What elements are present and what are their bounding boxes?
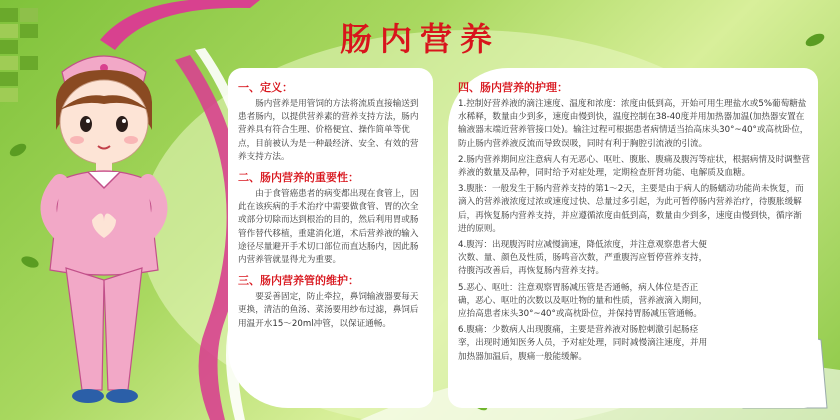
left-column — [238, 78, 426, 337]
page-title: 肠内营养 — [339, 20, 500, 58]
section-text: 要妥善固定，防止牵拉，鼻饲输液器要每天更换，清洁的鱼汤、菜汤要用纱布过滤，鼻饲后用温开水15～20ml冲管，以保证通畅。 — [238, 292, 419, 329]
list-item: 1.控制好营养液的滴注速度、温度和浓度：浓度由低到高，开始可用生理盐水或5%葡萄糖盐水稀释，数量由少到多，速度由慢到快，温度控制在38-40度并用加热器加温(加热器安置在输液器末端近营养管接口处)。输注过程可根据患者病情适当抬高床头30°~40°或高枕卧位，防止肠内营养液反流而导致误吸，同时有利于胸腔引流液的引流。 — [458, 99, 809, 149]
nurse-illustration — [22, 30, 187, 415]
section-heading: 三、肠内营养管的维护： — [238, 274, 359, 288]
list-item: 3.腹胀：一般发生于肠内营养支持的第1～2天，主要是由于病人的肠蠕动功能尚未恢复，而滴入的营养液浓度过浓或速度过快、总量过多引起，为此可暂停肠内营养治疗，待腹胀缓解后，再恢复肠内营养支持，并应遵循浓度由低到高，数量由少到多，速度由慢到快，循序渐进的原则。 — [458, 184, 804, 234]
section-definition — [238, 80, 426, 164]
section-heading: 一、定义： — [238, 81, 293, 94]
list-item: 2.肠内营养期间应注意病人有无恶心、呕吐、腹胀、腹痛及腹泻等症状，根据病情及时调整营养液的数量及品种，同时给予对症处理，定期检查肝肾功能、电解质及血糖。 — [458, 154, 810, 179]
section-maintenance — [238, 273, 426, 331]
list-item: 4.腹泻：出现腹泻时应减慢滴速，降低浓度，并注意观察患者大便次数、量、颜色及性质，肠鸣音次数，严重腹泻应暂停营养支持，待腹泻改善后，再恢复肠内营养支持。 — [458, 240, 708, 277]
section-text: 肠内营养是用管饲的方法将流质直接输送到患者肠内，以提供营养素的营养支持方法，肠内营养具有符合生理、价格便宜、操作简单等优点，目前被认为是一种最经济、安全、有效的营养支持方法。 — [238, 99, 419, 162]
right-column — [458, 78, 810, 367]
section-heading: 四、肠内营养的护理： — [458, 81, 568, 94]
section-importance — [238, 170, 426, 267]
list-item: 5.恶心、呕吐：注意观察胃肠减压管是否通畅，病人体位是否正确，恶心、呕吐的次数以及呕吐物的量和性质，营养液滴入期间，应抬高患者床头30°~40°或高枕卧位，并保持胃肠减压管通畅。 — [458, 282, 708, 320]
list-item: 6.腹痛：少数病人出现腹痛，主要是营养液对肠腔刺激引起肠痉挛，出现时通知医务人员，予对症处理，同时减慢滴注速度，并用加热器加温后，腹痛一般能缓解。 — [458, 325, 708, 362]
section-text: 由于食管癌患者的病变都出现在食管上，因此在该疾病的手术治疗中需要做食管、胃的次全或部分切除而达到根治的目的，然后利用胃或肠管作替代移植，重建消化道，术后营养液的输入途径尽量避开手术切口部位而直达肠内，因此肠内营养管就显得尤为重要。 — [238, 189, 419, 266]
section-heading: 二、肠内营养的重要性： — [238, 171, 359, 185]
